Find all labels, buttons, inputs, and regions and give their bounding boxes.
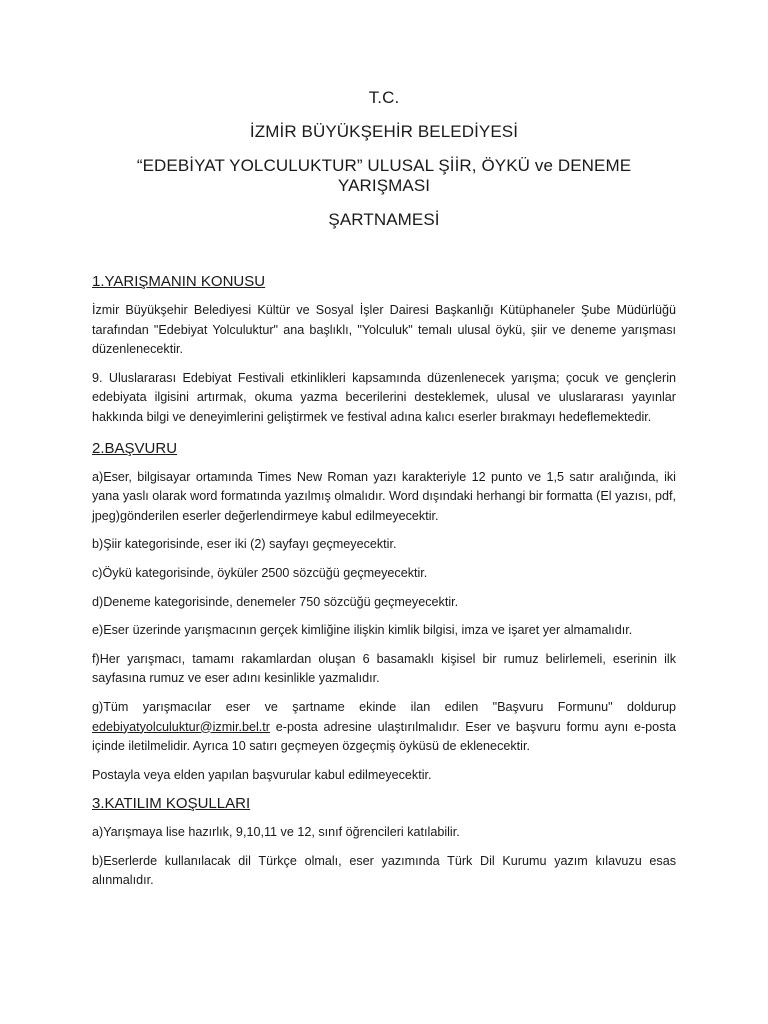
title-competition: “EDEBİYAT YOLCULUKTUR” ULUSAL ŞİİR, ÖYKÜ ve DENEME YARIŞMASI	[136, 156, 632, 195]
email-link[interactable]: edebiyatyolculuktur@izmir.bel.tr	[92, 719, 270, 734]
application-item-d: d)Deneme kategorisinde, denemeler 750 sözcüğü geçmeyecektir.	[92, 594, 459, 609]
title-tc: T.C.	[368, 88, 400, 107]
application-item-g	[92, 698, 676, 757]
application-item-e: e)Eser üzerinde yarışmacının gerçek kimliğine ilişkin kimlik bilgisi, imza ve işaret yer almamalıdır.	[92, 623, 633, 638]
section-heading-application: 2.BAŞVURU	[92, 439, 178, 457]
application-item-g-text-before: g)Tüm yarışmacılar eser ve şartname ekinde ilan edilen "Başvuru Formunu" doldurup	[92, 699, 676, 714]
title-specification: ŞARTNAMESİ	[328, 210, 440, 229]
subject-paragraph-2: 9. Uluslararası Edebiyat Festivali etkinlikleri kapsamında düzenlenecek yarışma; çocuk ve gençlerin edebiyata ilgisini artırmak, okuma yazma becerilerini desteklemek, ulusal ve uluslararası yayınlar hakkında bilgi ve deneyimlerini geliştirmek ve festival adına kalıcı eserler bırakmayı hedeflemektedir.	[92, 370, 676, 424]
application-item-g-text-after: e-posta adresine ulaştırılmalıdır. Eser ve başvuru formu aynı e-posta içinde iletilmelidir. Ayrıca 10 satırı geçmeyen özgeçmiş öyküsü de eklenecektir.	[92, 719, 676, 754]
application-item-c: c)Öykü kategorisinde, öyküler 2500 sözcüğü geçmeyecektir.	[92, 565, 428, 580]
conditions-item-a: a)Yarışmaya lise hazırlık, 9,10,11 ve 12, sınıf öğrencileri katılabilir.	[92, 825, 460, 840]
section-heading-conditions: 3.KATILIM KOŞULLARI	[92, 795, 251, 813]
application-item-b: b)Şiir kategorisinde, eser iki (2) sayfayı geçmeyecektir.	[92, 537, 397, 552]
application-note: Postayla veya elden yapılan başvurular kabul edilmeyecektir.	[92, 767, 432, 782]
document-title-block	[92, 88, 676, 230]
application-item-a: a)Eser, bilgisayar ortamında Times New Roman yazı karakteriyle 12 punto ve 1,5 satır aralığında, iki yana yaslı olarak word formatında yazılmış olmalıdır. Word dışındaki herhangi bir formatta (El yazısı, pdf, jpeg)gönderilen eserler değerlendirmeye kabul edilmeyecektir.	[92, 469, 676, 523]
section-heading-subject: 1.YARIŞMANIN KONUSU	[92, 273, 266, 290]
application-item-f: f)Her yarışmacı, tamamı rakamlardan oluşan 6 basamaklı kişisel bir rumuz belirlemeli, eserinin ilk sayfasına rumuz ve eser adını kesinlikle yazmalıdır.	[92, 651, 676, 686]
conditions-item-b: b)Eserlerde kullanılacak dil Türkçe olmalı, eser yazımında Türk Dil Kurumu yazım kılavuzu esas alınmalıdır.	[92, 853, 676, 888]
subject-paragraph-1: İzmir Büyükşehir Belediyesi Kültür ve Sosyal İşler Dairesi Başkanlığı Kütüphaneler Şube Müdürlüğü tarafından "Edebiyat Yolculuktur" ana başlıklı, "Yolculuk" temalı ulusal öykü, şiir ve deneme yarışması düzenlenecektir.	[92, 303, 676, 357]
title-municipality: İZMİR BÜYÜKŞEHİR BELEDİYESİ	[249, 122, 519, 141]
